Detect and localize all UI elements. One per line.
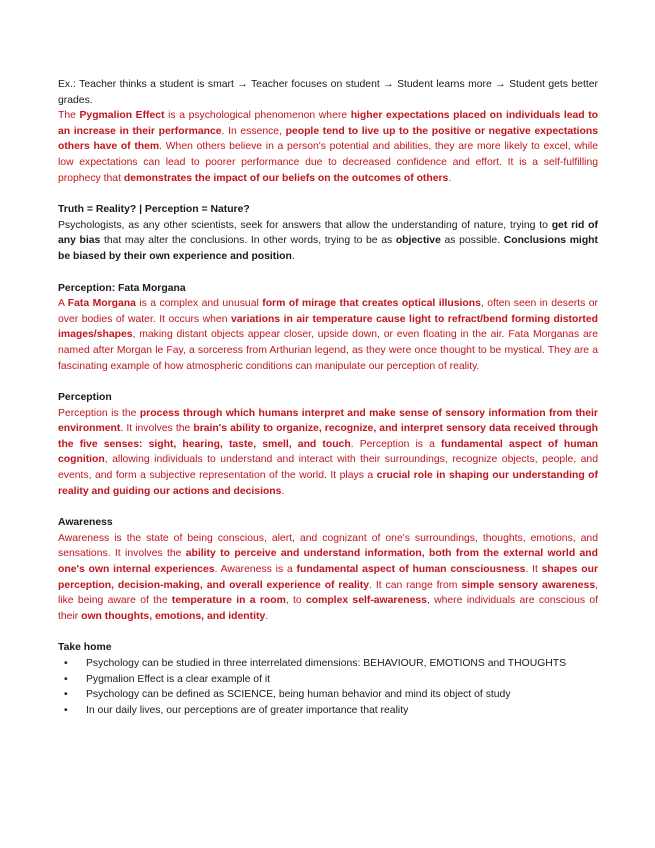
truth-paragraph: Psychologists, as any other scientists, seek for answers that allow the understanding of nature, trying to get rid of any bias that may alter the conclusions. In other words, trying to be as objective as possible. Conclusions might be biased by their own experience and position. <box>58 219 598 262</box>
document-page <box>58 77 598 718</box>
take-home-list <box>58 656 598 718</box>
list-item: • Psychology can be defined as SCIENCE, being human behavior and mind its object of study <box>86 687 598 703</box>
list-item: • Pygmalion Effect is a clear example of it <box>86 672 598 688</box>
arrow-icon: → <box>237 79 248 90</box>
arrow-icon: → <box>495 79 506 90</box>
example-line: Ex.: Teacher thinks a student is smart → Teacher focuses on student → Student learns more → Student gets better grades. <box>58 79 598 106</box>
bullet-icon: • <box>64 704 68 716</box>
fata-morgana-paragraph: A Fata Morgana is a complex and unusual form of mirage that creates optical illusions, often seen in deserts or over bodies of water. It occurs when variations in air temperature cause light to refract/bend forming distorted images/shapes, making distant objects appear closer, upside down, or even floating in the air. Fata Morganas are named after Morgan le Fay, a sorceress from Arthurian legend, as they were once thought to be mystical. They are a fascinating example of how atmospheric conditions can manipulate our perception of reality. <box>58 298 598 372</box>
perception-paragraph: Perception is the process through which humans interpret and make sense of sensory information from their environment. It involves the brain's ability to organize, recognize, and interpret sensory data received through the five senses: sight, hearing, taste, smell, and touch. Perception is a fundamental aspect of human cognition, allowing individuals to understand and interact with their surroundings, recognize objects, people, and events, and form a subjective representation of the world. It plays a crucial role in shaping our understanding of reality and guiding our actions and decisions. <box>58 407 598 497</box>
bullet-icon: • <box>64 673 68 685</box>
bullet-icon: • <box>64 658 68 669</box>
take-home-heading: Take home <box>58 642 112 654</box>
arrow-icon: → <box>383 79 394 90</box>
awareness-paragraph: Awareness is the state of being conscious, alert, and cognizant of one's surroundings, thoughts, emotions, and sensations. It involves the ability to perceive and understand information, both from the external world and one's own internal experiences. Awareness is a fundamental aspect of human consciousness. It shapes our perception, decision-making, and overall experience of reality. It can range from simple sensory awareness, like being aware of the temperature in a room, to complex self-awareness, where individuals are conscious of their own thoughts, emotions, and identity. <box>58 532 599 622</box>
awareness-heading: Awareness <box>58 517 113 529</box>
truth-heading: Truth = Reality? | Perception = Nature? <box>58 204 250 216</box>
fata-morgana-heading: Perception: Fata Morgana <box>58 282 186 294</box>
perception-heading: Perception <box>58 392 112 404</box>
bullet-icon: • <box>64 689 68 701</box>
list-item: • In our daily lives, our perceptions are of greater importance that reality <box>86 703 598 719</box>
list-item: • Psychology can be studied in three interrelated dimensions: BEHAVIOUR, EMOTIONS and THOUGHTS <box>86 656 598 672</box>
pygmalion-paragraph: The Pygmalion Effect is a psychological phenomenon where higher expectations placed on individuals lead to an increase in their performance. In essence, people tend to live up to the positive or negative expectations others have of them. When others believe in a person's potential and abilities, they are more likely to excel, while low expectations can lead to poorer performance due to decreased confidence and effort. It is a self-fulfilling prophecy that demonstrates the impact of our beliefs on the outcomes of others. <box>58 110 599 184</box>
